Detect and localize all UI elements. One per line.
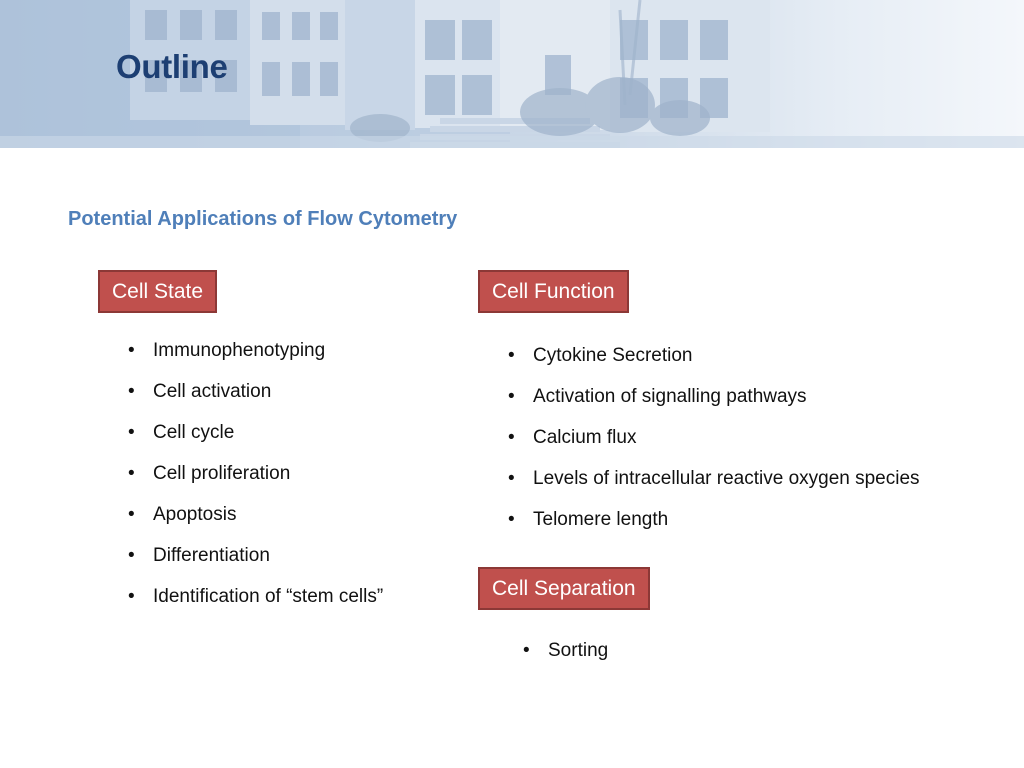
list-item: • Cell proliferation xyxy=(128,463,291,484)
bullet-icon: • xyxy=(508,509,515,530)
cell-function-label-box xyxy=(478,270,629,313)
list-item: • Identification of “stem cells” xyxy=(128,586,384,607)
list-item: • Cytokine Secretion xyxy=(508,345,693,366)
bullet-icon: • xyxy=(128,340,135,361)
cell-state-label: Cell State xyxy=(112,280,204,303)
bullet-icon: • xyxy=(508,427,515,448)
cell-function-label: Cell Function xyxy=(492,280,615,303)
bullet-icon: • xyxy=(128,381,135,402)
list-item: • Levels of intracellular reactive oxygen species xyxy=(508,468,920,489)
list-item: • Differentiation xyxy=(128,545,270,566)
list-item: • Activation of signalling pathways xyxy=(508,386,807,407)
bullet-icon: • xyxy=(128,463,135,484)
bullet-icon: • xyxy=(508,386,515,407)
list-item: • Calcium flux xyxy=(508,427,637,448)
header-banner xyxy=(0,0,1024,148)
bullet-icon: • xyxy=(523,640,530,661)
slide-title: Outline xyxy=(116,48,228,85)
bullet-icon: • xyxy=(128,504,135,525)
section-subtitle: Potential Applications of Flow Cytometry xyxy=(68,208,458,230)
list-item: • Telomere length xyxy=(508,509,669,530)
list-item: • Cell activation xyxy=(128,381,272,402)
cell-separation-label-box xyxy=(478,567,650,610)
cell-function-list xyxy=(508,344,920,549)
list-item: • Sorting xyxy=(523,640,609,661)
list-item: • Immunophenotyping xyxy=(128,340,326,361)
cell-separation-label: Cell Separation xyxy=(492,577,636,600)
cell-separation-list xyxy=(523,639,609,680)
bullet-icon: • xyxy=(508,345,515,366)
cell-state-label-box xyxy=(98,270,217,313)
bullet-icon: • xyxy=(508,468,515,489)
list-item: • Cell cycle xyxy=(128,422,235,443)
bullet-icon: • xyxy=(128,545,135,566)
bullet-icon: • xyxy=(128,586,135,607)
bullet-icon: • xyxy=(128,422,135,443)
cell-state-list xyxy=(128,339,384,626)
list-item: • Apoptosis xyxy=(128,504,237,525)
